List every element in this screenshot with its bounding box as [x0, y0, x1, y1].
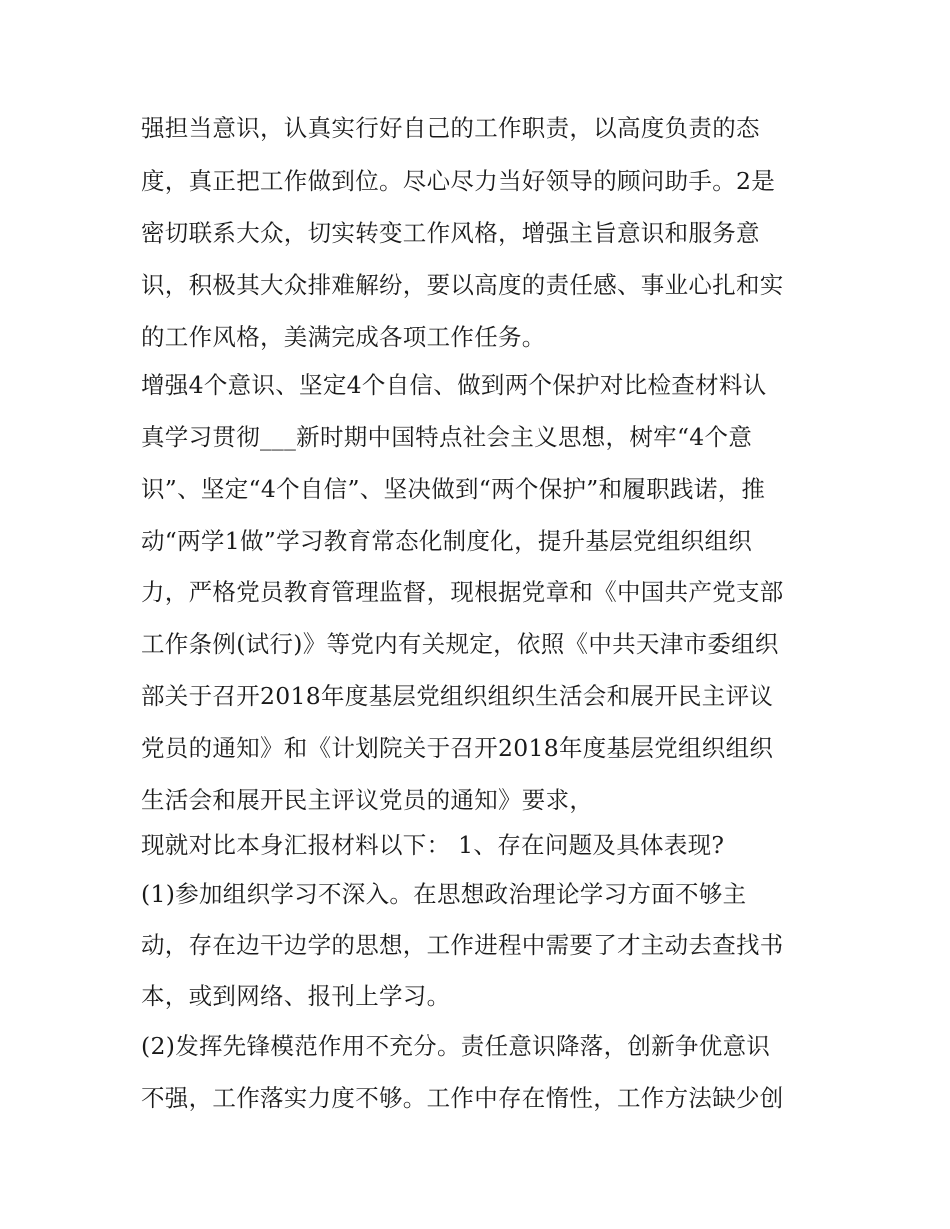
text-line: 识，积极其大众排难解纷，要以高度的责任感、事业心扎和实: [141, 271, 784, 299]
text-line: 强担当意识，认真实行好自己的工作职责，以高度负责的态: [141, 114, 760, 142]
text-line: (1)参加组织学习不深入。在思想政治理论学习方面不够主: [141, 880, 747, 908]
text-line: 生活会和展开民主评议党员的通知》要求，: [141, 786, 594, 814]
text-line: 不强，工作落实力度不够。工作中存在惰性，工作方法缺少创: [141, 1084, 784, 1112]
text-line: 工作条例(试行)》等党内有关规定，依照《中共天津市委组织: [141, 630, 779, 658]
text-line: 的工作风格，美满完成各项工作任务。: [141, 323, 546, 351]
text-line: 密切联系大众，切实转变工作风格，增强主旨意识和服务意: [141, 219, 760, 247]
text-line: 动“两学1做”学习教育常态化制度化，提升基层党组织组织: [141, 527, 753, 555]
text-line: 动，存在边干边学的思想，工作进程中需要了才主动去查找书: [141, 931, 784, 959]
text-line: (2)发挥先锋模范作用不充分。责任意识降落，创新争优意识: [141, 1032, 771, 1060]
text-line: 本，或到网络、报刊上学习。: [141, 982, 451, 1010]
text-line: 党员的通知》和《计划院关于召开2018年度基层党组织组织: [141, 734, 774, 762]
text-line: 部关于召开2018年度基层党组织组织生活会和展开民主评议: [141, 682, 774, 710]
text-line: 现就对比本身汇报材料以下： 1、存在问题及具体表现?: [141, 831, 725, 859]
text-line: 度，真正把工作做到位。尽心尽力当好领导的顾问助手。2是: [141, 167, 776, 195]
text-line: 增强4个意识、坚定4个自信、做到两个保护对比检查材料认: [141, 371, 767, 399]
text-line: 识”、坚定“4个自信”、坚决做到“两个保护”和履职践诺，推: [141, 475, 766, 503]
text-line: 力，严格党员教育管理监督，现根据党章和《中国共产党支部: [141, 578, 784, 606]
text-line: 真学习贯彻___新时期中国特点社会主义思想，树牢“4个意: [141, 423, 753, 451]
